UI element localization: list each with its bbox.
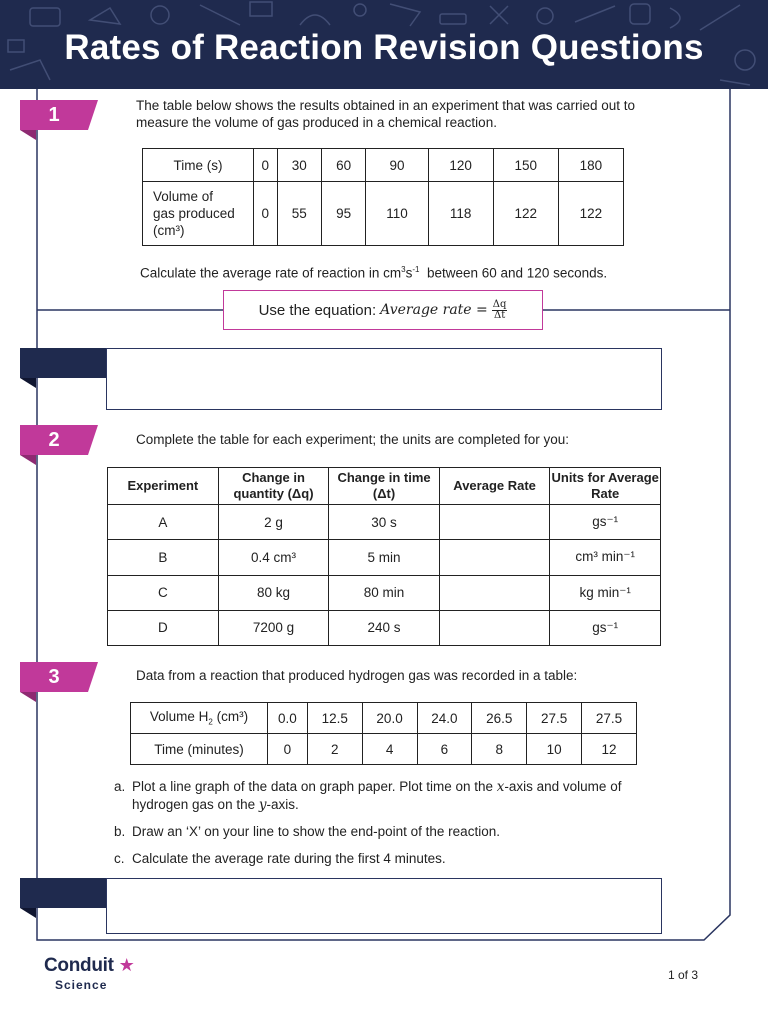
table-cell: 122 (558, 182, 623, 246)
question-1-intro: The table below shows the results obtained in an experiment that was carried out to measure the volume of gas produced in a chemical reaction. (136, 98, 636, 130)
table-cell: 80 min (329, 575, 440, 610)
question-number: 3 (48, 666, 60, 688)
table-cell: A (108, 505, 219, 540)
answer-tab-3 (20, 878, 106, 908)
row-label-volume (143, 182, 254, 246)
table-cell: gs⁻¹ (550, 505, 661, 540)
question-number: 2 (48, 429, 60, 451)
table-cell: 0 (254, 149, 278, 182)
table-cell: 60 (321, 149, 365, 182)
subscript: 2 (208, 717, 213, 727)
table-cell: kg min⁻¹ (550, 575, 661, 610)
list-label: c. (114, 851, 125, 866)
table-cell: 30 s (329, 505, 440, 540)
task-text: Calculate the average rate of reaction in cm (140, 265, 402, 281)
column-header: Experiment (108, 468, 219, 505)
table-cell: 12.5 (307, 703, 362, 734)
rate-input-cell[interactable] (439, 610, 550, 645)
experiment-table (107, 467, 661, 646)
rate-input-cell[interactable] (439, 540, 550, 575)
column-header: Units for Average Rate (550, 468, 661, 505)
equation-fraction (492, 300, 508, 321)
table-row (131, 703, 637, 734)
table-cell: 26.5 (472, 703, 527, 734)
table-cell: 12 (582, 734, 637, 765)
table-cell: 110 (366, 182, 428, 246)
rate-input-cell[interactable] (439, 505, 550, 540)
table-row (143, 149, 624, 182)
row-label-line: Volume of (153, 189, 214, 204)
text-run: Plot a line graph of the data on graph paper. Plot time on the (132, 779, 497, 794)
task-text: s (405, 265, 413, 281)
table-cell: 80 kg (218, 575, 329, 610)
page-title: Rates of Reaction Revision Questions (64, 28, 704, 67)
table-row (108, 505, 661, 540)
table-cell: 5 min (329, 540, 440, 575)
text-run: -axis and volume of hydrogen gas on the (132, 779, 622, 812)
table-cell: cm³ min⁻¹ (550, 540, 661, 575)
column-header: Change in quantity (Δq) (218, 468, 329, 505)
brand-name: Conduit (44, 955, 114, 976)
table-cell: 2 (307, 734, 362, 765)
table-cell: 0.4 cm³ (218, 540, 329, 575)
question-3-intro: Data from a reaction that produced hydrogen gas was recorded in a table: (136, 668, 578, 683)
row-label-time: Time (minutes) (131, 734, 268, 765)
table-cell: 122 (493, 182, 558, 246)
page-number: 1 of 3 (668, 968, 699, 982)
table-cell: 0 (254, 182, 278, 246)
question-number: 1 (48, 104, 60, 126)
fraction-denominator: Δt (493, 309, 506, 321)
table-cell: C (108, 575, 219, 610)
table-row (108, 540, 661, 575)
table-cell: 240 s (329, 610, 440, 645)
table-cell: 90 (366, 149, 428, 182)
answer-box-3[interactable] (106, 878, 662, 934)
table-row (108, 610, 661, 645)
table-cell: 24.0 (417, 703, 472, 734)
row-label-volume-h2 (131, 703, 268, 734)
math-var: y (258, 797, 267, 813)
question-badge-3 (20, 662, 98, 692)
page-header (0, 0, 768, 89)
table-row (143, 182, 624, 246)
table-cell: 55 (277, 182, 321, 246)
brand-logo (44, 955, 135, 992)
label-text: Volume H (149, 709, 209, 725)
list-text: Draw an ‘X’ on your line to show the end-point of the reaction. (132, 824, 500, 839)
column-header: Change in time (Δt) (329, 468, 440, 505)
table-cell: D (108, 610, 219, 645)
table-cell: 20.0 (362, 703, 417, 734)
label-text: (cm³) (212, 709, 249, 725)
row-label-time: Time (s) (143, 149, 254, 182)
question-badge-2 (20, 425, 98, 455)
table-cell: B (108, 540, 219, 575)
table-cell: 27.5 (582, 703, 637, 734)
table-cell: 6 (417, 734, 472, 765)
column-header: Average Rate (439, 468, 550, 505)
superscript: -1 (412, 265, 420, 274)
text-run: -axis. (266, 797, 299, 812)
row-label-line: gas produced (153, 206, 235, 221)
hydrogen-table (130, 702, 637, 765)
list-text (132, 778, 652, 814)
table-cell: 150 (493, 149, 558, 182)
table-cell: 2 g (218, 505, 329, 540)
equation-box (223, 290, 543, 330)
row-label-line: (cm³) (153, 223, 185, 238)
table-cell: gs⁻¹ (550, 610, 661, 645)
math-var: x (496, 779, 505, 795)
table-cell: 0 (268, 734, 308, 765)
table-row (108, 575, 661, 610)
question-1-task (140, 261, 700, 282)
table-cell: 10 (527, 734, 582, 765)
task-text: between 60 and 120 seconds. (419, 265, 608, 281)
table-cell: 30 (277, 149, 321, 182)
superscript: 3 (401, 265, 406, 274)
table-cell: 4 (362, 734, 417, 765)
list-text: Calculate the average rate during the first 4 minutes. (132, 851, 446, 866)
table-header-row (108, 468, 661, 505)
table-cell: 120 (428, 149, 493, 182)
star-icon: ★ (118, 955, 135, 975)
brand-subtitle: Science (55, 978, 108, 992)
table-row (131, 734, 637, 765)
rate-input-cell[interactable] (439, 575, 550, 610)
fraction-numerator: Δq (492, 298, 507, 310)
equation-prefix: Use the equation: (258, 301, 377, 319)
table-cell: 118 (428, 182, 493, 246)
table-cell: 180 (558, 149, 623, 182)
table-cell: 0.0 (268, 703, 308, 734)
answer-box-1[interactable] (106, 348, 662, 410)
table-cell: 27.5 (527, 703, 582, 734)
gas-volume-table (142, 148, 624, 246)
list-label: b. (114, 824, 126, 839)
equation-math: Average rate = (380, 302, 488, 318)
question-badge-1 (20, 100, 98, 130)
list-label: a. (114, 779, 126, 794)
answer-tab-1 (20, 348, 106, 378)
question-2-intro: Complete the table for each experiment; the units are completed for you: (136, 432, 569, 447)
table-cell: 8 (472, 734, 527, 765)
table-cell: 95 (321, 182, 365, 246)
table-cell: 7200 g (218, 610, 329, 645)
